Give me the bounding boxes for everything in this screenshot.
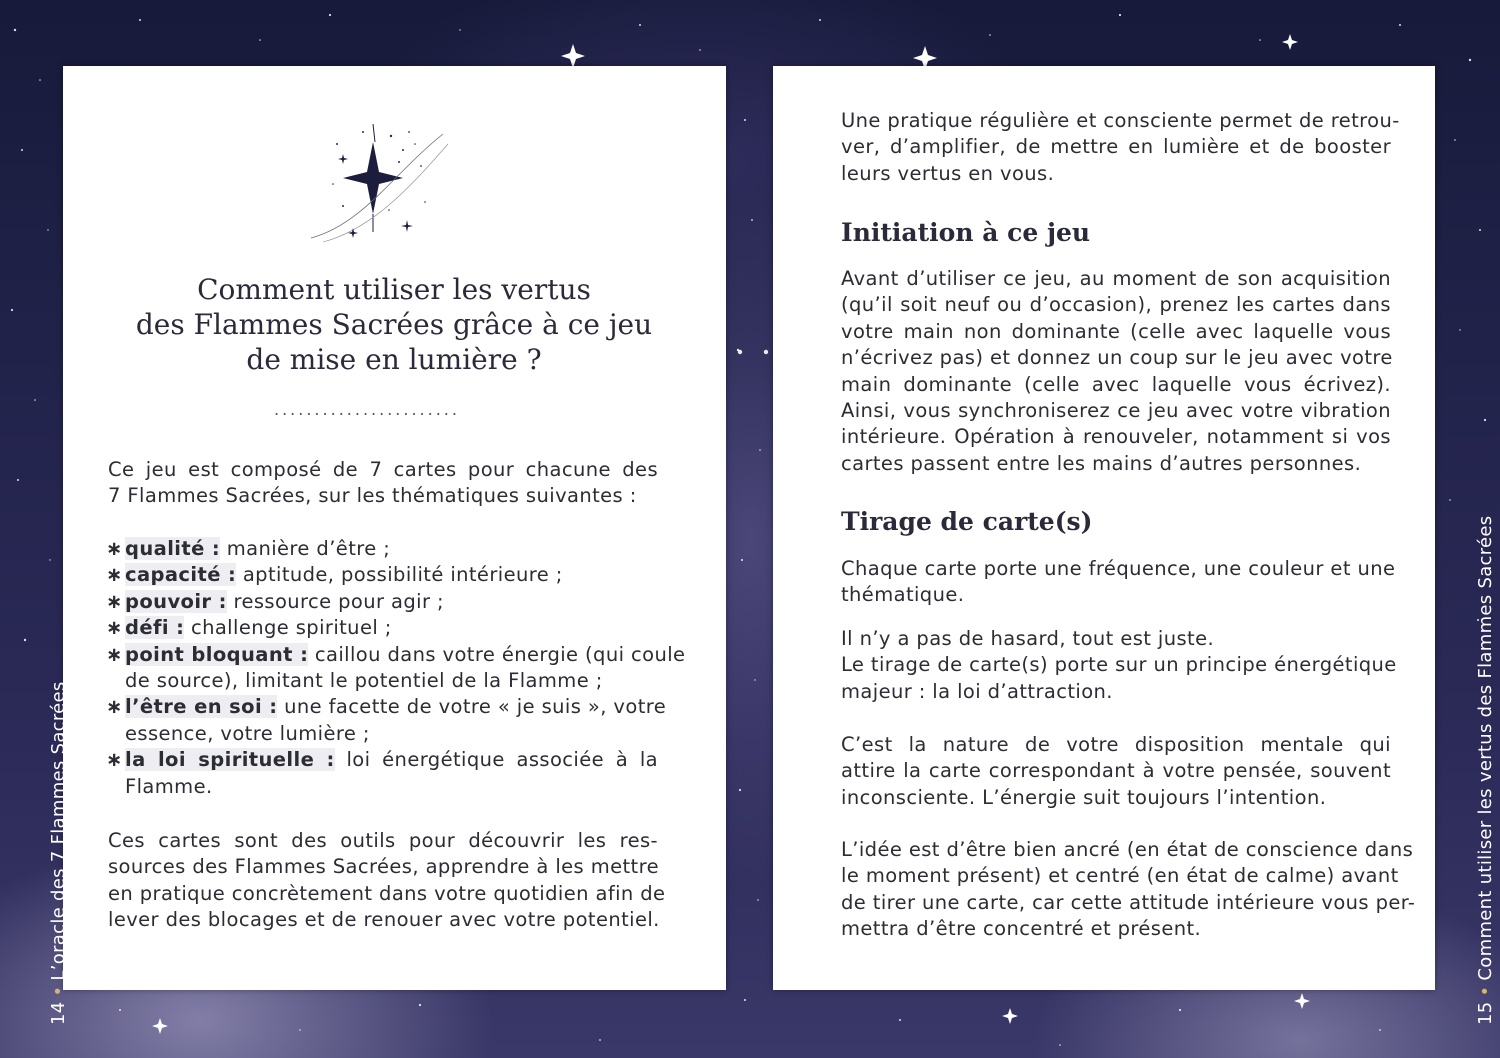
term-description: loi énergétique associée à la: [346, 748, 658, 772]
list-item: [106, 642, 686, 695]
list-item: [106, 747, 658, 800]
text-line: Le tirage de carte(s) porte sur un principe énergétique: [841, 653, 1397, 677]
text-line: attire la carte correspondant à votre pensée, souvent: [841, 759, 1391, 783]
asterisk-bullet-icon: ∗: [106, 563, 123, 587]
term-label: défi :: [125, 616, 185, 640]
term-description: ressource pour agir ;: [233, 589, 444, 613]
term-description: essence, votre lumière ;: [125, 721, 370, 745]
themes-list: [106, 536, 686, 800]
text-line: n’écrivez pas) et donnez un coup sur le jeu avec votre: [841, 346, 1393, 370]
term-description: caillou dans votre énergie (qui coule: [314, 642, 686, 666]
asterisk-bullet-icon: ∗: [106, 537, 123, 560]
term-label: point bloquant :: [125, 642, 309, 666]
term-label: pouvoir :: [125, 589, 227, 613]
text-line: votre main non dominante (celle avec laquelle vous: [841, 319, 1391, 343]
page-title: [103, 272, 685, 377]
title-line: de mise en lumière ?: [246, 343, 542, 376]
intro-paragraph: [108, 457, 658, 510]
list-item: [106, 536, 658, 562]
term-description: de source), limitant le potentiel de la Flamme ;: [125, 669, 603, 693]
text-line: en pratique concrètement dans votre quotidien afin de: [108, 881, 666, 905]
text-line: Ainsi, vous synchroniserez ce jeu avec votre vibration: [841, 399, 1391, 423]
term-label: l’être en soi :: [125, 695, 278, 719]
separator-dot-icon: •: [48, 985, 69, 997]
term-description: challenge spirituel ;: [190, 616, 392, 640]
term-description: aptitude, possibilité intérieure ;: [242, 563, 563, 587]
text-line: sources des Flammes Sacrées, apprendre à les mettre: [108, 855, 659, 879]
left-page: [63, 66, 726, 990]
term-description: une facette de votre « je suis », votre: [284, 695, 667, 719]
initiation-paragraph: [841, 266, 1391, 477]
left-running-header: [48, 681, 69, 1025]
hasard-paragraph: [841, 626, 1397, 705]
closing-paragraph: [108, 828, 666, 934]
text-line: de tirer une carte, car cette attitude intérieure vous per-: [841, 890, 1416, 914]
list-item: [106, 589, 658, 615]
text-line: L’idée est d’être bien ancré (en état de conscience dans: [841, 838, 1414, 861]
text-line: mettra d’être concentré et présent.: [841, 917, 1202, 941]
text-line: (qu’il soit neuf ou d’occasion), prenez les cartes dans: [841, 293, 1391, 317]
text-line: Ce jeu est composé de 7 cartes pour chacune des: [108, 458, 658, 481]
text-line: cartes passent entre les mains d’autres personnes.: [841, 451, 1362, 475]
asterisk-bullet-icon: ∗: [106, 589, 123, 613]
text-line: Chaque carte porte une fréquence, une couleur et une: [841, 557, 1396, 580]
text-line: Il n’y a pas de hasard, tout est juste.: [841, 627, 1215, 650]
text-line: 7 Flammes Sacrées, sur les thématiques suivantes :: [108, 484, 637, 508]
text-line: majeur : la loi d’attraction.: [841, 679, 1113, 703]
term-description: manière d’être ;: [226, 537, 391, 560]
text-line: thématique.: [841, 583, 965, 607]
text-line: leurs vertus en vous.: [841, 161, 1055, 185]
asterisk-bullet-icon: ∗: [106, 748, 123, 772]
page-number: 15: [1475, 1001, 1496, 1025]
running-title: L’oracle des 7 Flammes Sacrées: [48, 681, 69, 981]
running-title: Comment utiliser les vertus des Flammes Sacrées: [1475, 515, 1496, 981]
text-line: lever des blocages et de renouer avec votre potentiel.: [108, 908, 660, 932]
asterisk-bullet-icon: ∗: [106, 695, 123, 719]
text-line: C’est la nature de votre disposition mentale qui: [841, 733, 1391, 756]
text-line: ver, d’amplifier, de mettre en lumière et de booster: [841, 135, 1391, 159]
practice-paragraph: [841, 108, 1400, 187]
list-item: [106, 562, 658, 588]
asterisk-bullet-icon: ∗: [106, 642, 123, 666]
text-line: Une pratique régulière et consciente permet de retrou-: [841, 109, 1400, 132]
term-label: qualité :: [125, 537, 221, 560]
right-page: [773, 66, 1435, 990]
text-line: intérieure. Opération à renouveler, notamment si vos: [841, 425, 1391, 449]
separator-dot-icon: •: [1475, 985, 1496, 997]
list-item: [106, 694, 667, 747]
term-label: la loi spirituelle :: [125, 748, 335, 772]
list-item: [106, 615, 658, 641]
page-number: 14: [48, 1001, 69, 1025]
section-heading-initiation: Initiation à ce jeu: [841, 218, 1091, 247]
text-line: le moment présent) et centré (en état de calme) avant: [841, 864, 1399, 888]
term-description: Flamme.: [125, 774, 213, 798]
right-running-header: [1475, 516, 1496, 1025]
north-star-emblem-icon: [303, 114, 453, 244]
section-heading-tirage: Tirage de carte(s): [841, 507, 1093, 536]
ancrage-paragraph: [841, 837, 1416, 943]
tirage-paragraph: [841, 556, 1396, 609]
text-line: main dominante (celle avec laquelle vous écrivez).: [841, 372, 1391, 396]
dotted-separator: .......................: [274, 400, 460, 419]
title-line: Comment utiliser les vertus: [197, 273, 591, 306]
text-line: Ces cartes sont des outils pour découvrir les res-: [108, 829, 658, 852]
text-line: Avant d’utiliser ce jeu, au moment de son acquisition: [841, 267, 1391, 290]
text-line: inconsciente. L’énergie suit toujours l’intention.: [841, 785, 1327, 809]
asterisk-bullet-icon: ∗: [106, 616, 123, 640]
disposition-paragraph: [841, 732, 1391, 811]
term-label: capacité :: [125, 563, 237, 587]
title-line: des Flammes Sacrées grâce à ce jeu: [135, 308, 653, 341]
